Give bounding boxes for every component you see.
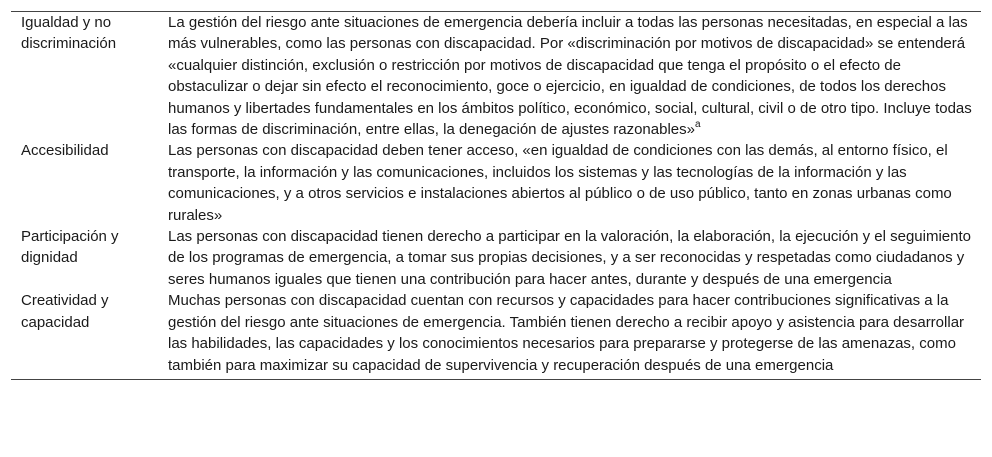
row-term: Creatividad y capacidad bbox=[21, 292, 109, 331]
footnote-marker: a bbox=[694, 119, 701, 131]
row-description bbox=[168, 226, 981, 290]
row-description bbox=[168, 12, 981, 140]
row-term: Participación y dignidad bbox=[21, 228, 119, 267]
description-text: Las personas con discapacidad deben tener acceso, «en igualdad de condiciones con las demás, al entorno físico, el transporte, la información y las comunicaciones, incluidos los sistemas y las tecnologías de la información y las comunicaciones, y a otros servicios e instalaciones abiertos al público o de uso público, tanto en zonas urbanas como rurales» bbox=[168, 142, 952, 224]
row-description bbox=[168, 140, 981, 226]
principles-table bbox=[11, 12, 981, 379]
description-text: Las personas con discapacidad tienen derecho a participar en la valoración, la elaboración, la ejecución y el seguimiento de los programas de emergencia, a tomar sus propias decisiones, y a ser reconocidas y respetadas como ciudadanos y seres humanos iguales que tienen una contribución para hacer antes, durante y después de una emergencia bbox=[168, 228, 971, 288]
table-row bbox=[11, 140, 981, 226]
row-term: Igualdad y no discriminación bbox=[21, 14, 117, 53]
row-description bbox=[168, 290, 981, 379]
description-text: Muchas personas con discapacidad cuentan con recursos y capacidades para hacer contribuciones significativas a la gestión del riesgo ante situaciones de emergencia. También tienen derecho a recibir apoyo y asistencia para desarrollar las habilidades, las capacidades y los conocimientos necesarios para prepararse y protegerse de las amenazas, como también para maximizar su capacidad de supervivencia y recuperación después de una emergencia bbox=[168, 292, 965, 374]
principles-table-container bbox=[11, 11, 981, 380]
table-row bbox=[11, 290, 981, 379]
description-text: La gestión del riesgo ante situaciones de emergencia debería incluir a todas las personas necesitadas, en especial a las más vulnerables, como las personas con discapacidad. Por «discriminación por motivos de discapacidad» se entenderá «cualquier distinción, exclusión o restricción por motivos de discapacidad que tenga el propósito o el efecto de obstaculizar o dejar sin efecto el reconocimiento, goce o ejercicio, en igualdad de condiciones, de todos los derechos humanos y libertades fundamentales en los ámbitos político, económico, social, cultural, civil o de otro tipo. Incluye todas las formas de discriminación, entre ellas, la denegación de ajustes razonables» bbox=[168, 14, 972, 139]
row-term: Accesibilidad bbox=[21, 142, 109, 160]
table-row bbox=[11, 226, 981, 290]
table-row bbox=[11, 12, 981, 140]
